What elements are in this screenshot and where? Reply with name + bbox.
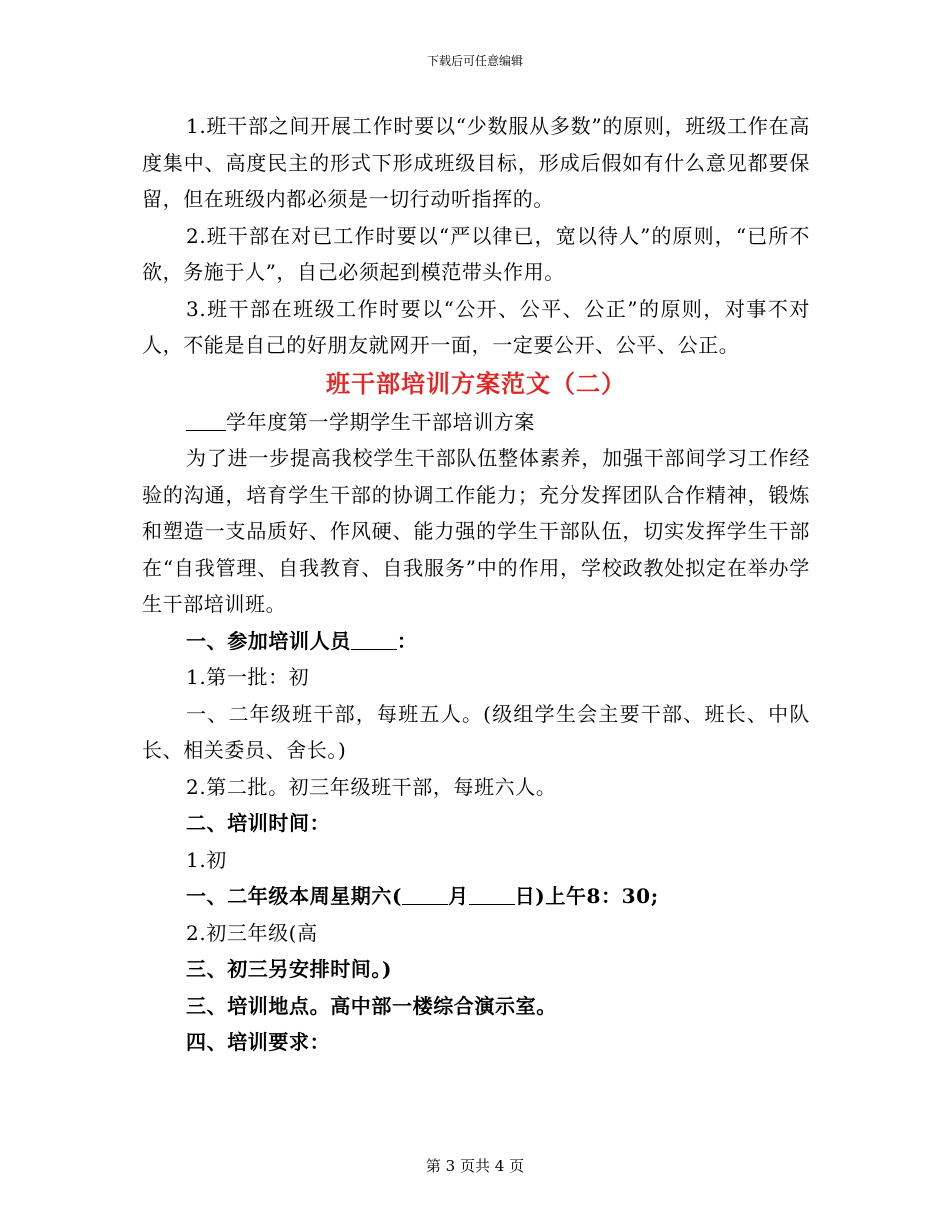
paragraph-rule-2: 2.班干部在对已工作时要以“严以律已，宽以待人”的原则，“已所不欲，务施于人”，自己必须起到模范带头作用。 [142,223,810,284]
heading-participants [142,623,810,660]
paragraph-second-batch: 2.第二批。初三年级班干部，每班六人。 [186,774,557,799]
paragraph-rule-1: 1.班干部之间开展工作时要以“少数服从多数”的原则，班级工作在高度集中、高度民主的形式下形成班级目标，形成后假如有什么意见都要保留，但在班级内都必须是一切行动听指挥的。 [142,114,810,211]
time-detail-a: 一、二年级本周星期六( [186,884,403,908]
heading-colon: ： [396,628,418,653]
paragraph-intro: 为了进一步提高我校学生干部队伍整体素养，加强干部间学习工作经验的沟通，培育学生干部的协调工作能力；充分发挥团队合作精神，锻炼和塑造一支品质好、作风硬、能力强的学生干部队伍，切实发挥学生干部在“自我管理、自我教育、自我服务”中的作用，学校政教处拟定在举办学生干部培训班。 [142,446,810,616]
blank-line [186,412,226,431]
paragraph-time-2: 2.初三年级(高 [186,920,318,945]
blank-line [351,631,397,650]
time-detail-c: 日)上午8：30; [514,884,659,908]
page-header: 下载后可任意编辑 [426,54,523,68]
plan-subtitle-text: 学年度第一学期学生干部培训方案 [226,409,535,434]
blank-day [469,886,515,905]
document-body [142,108,810,1061]
blank-month [402,886,448,905]
plan-subtitle [142,404,810,441]
section-title: 班干部培训方案范文（二） [326,368,626,398]
paragraph-rule-3: 3.班干部在班级工作时要以“公开、公平、公正”的原则，对事不对人，不能是自己的好朋友就网开一面，一定要公开、公平、公正。 [142,296,810,357]
paragraph-grade-1-2: 一、二年级班干部，每班五人。(级组学生会主要干部、班长、中队长、相关委员、舍长。) [142,701,810,762]
paragraph-time-1: 1.初 [186,847,227,872]
time-detail-b: 月 [448,884,469,908]
heading-training-time: 二、培训时间： [186,811,331,835]
paragraph-time-3: 三、初三另安排时间。) [186,957,393,981]
paragraph-first-batch: 1.第一批：初 [186,665,310,689]
heading-participants-text: 一、参加培训人员 [186,628,351,653]
paragraph-time-detail [142,878,810,915]
page-footer: 第 3 页共 4 页 [425,1157,525,1175]
heading-training-requirements: 四、培训要求： [186,1030,331,1054]
heading-training-location: 三、培训地点。高中部一楼综合演示室。 [186,993,557,1018]
